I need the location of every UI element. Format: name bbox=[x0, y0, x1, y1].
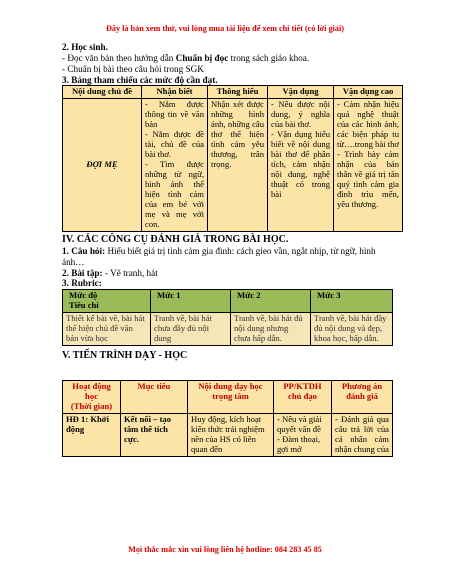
student-line-2: - Chuẩn bị bài theo câu hỏi trong SGK bbox=[62, 63, 204, 74]
header-cell: Nội dung dạy học trọng tâm bbox=[188, 380, 274, 413]
cell-line: - Nắm được thông tin về văn bản bbox=[145, 99, 204, 130]
header-cell: Mức 1 bbox=[151, 290, 231, 313]
section-5-heading: V. TIẾN TRÌNH DẠY - HỌC bbox=[62, 350, 188, 362]
cell-line: - Nắm được đề tài, chủ đề của bài thơ. bbox=[145, 129, 204, 160]
header-cell: Mức 3 bbox=[311, 290, 393, 313]
reference-table bbox=[62, 85, 403, 232]
section-4-heading: IV. CÁC CÔNG CỤ ĐÁNH GIÁ TRONG BÀI HỌC. bbox=[62, 234, 289, 245]
header-cell: Mức 2 bbox=[231, 290, 311, 313]
process-table bbox=[62, 380, 393, 457]
question-2 bbox=[62, 268, 392, 279]
text: - Đọc văn bản theo hướng dẫn bbox=[62, 52, 176, 63]
process-cell: - Nêu và giải quyết vấn đề - Đàm thoại, gợi mở bbox=[274, 413, 332, 456]
header-cell: Vận dụng cao bbox=[334, 86, 403, 99]
cell-line: - Nêu được nội dung, ý nghĩa của bài thơ. bbox=[271, 99, 330, 130]
reference-heading: 3. Bảng tham chiếu các mức độ cần đạt. bbox=[62, 74, 218, 85]
text-bold: Chuẩn bị đọc bbox=[175, 52, 229, 63]
rubric-cell: Tranh vẽ, bài hát đủ nội dung nhưng chưa hấp dẫn. bbox=[231, 313, 311, 346]
process-cell: - Đánh giá qua câu trả lời của cá nhân cảm nhận chung của bbox=[332, 413, 393, 456]
thong-hieu-cell: Nhận xét được những hình ảnh, những câu thơ thể hiện tình cảm yêu thương, trân trọng. bbox=[208, 99, 268, 232]
hotline-banner: Mọi thắc mắc xin vui lòng liên hệ hotline: 084 283 45 85 bbox=[128, 545, 322, 554]
student-heading: 2. Học sinh. bbox=[62, 42, 108, 52]
cell-line: - Trình bày cảm nhận của bản thân về giá trị tăn quý tình cảm gia đình trìu mến, yêu thương. bbox=[337, 149, 399, 210]
header-cell: Thông hiểu bbox=[208, 86, 268, 99]
text: trong sách giáo khoa. bbox=[228, 52, 310, 63]
van-dung-cao-cell bbox=[334, 99, 403, 232]
process-cell: Huy động, kích hoạt kiến thức trải nghiệm nền của HS có liên quan đến bbox=[188, 413, 274, 456]
process-cell: Kết nối – tạo tâm thế tích cực. bbox=[121, 413, 188, 456]
cell-line: - Cảm nhận hiệu quả nghệ thuật của các hình ảnh, các biện pháp tu từ….trong bài thơ bbox=[337, 99, 399, 150]
van-dung-cell bbox=[268, 99, 334, 232]
text: - Vẽ tranh, hát bbox=[102, 267, 158, 278]
document-body bbox=[62, 42, 399, 457]
rubric-cell: Tranh vẽ, bài hát chưa đầy đủ nội dung bbox=[151, 313, 231, 346]
student-line-1 bbox=[62, 53, 392, 64]
header-cell: Phương án đánh giá bbox=[332, 380, 393, 413]
topic-cell: ĐỢI MẸ bbox=[63, 99, 142, 232]
header-cell: Nhận biết bbox=[142, 86, 208, 99]
header-cell: PP/KTDH chủ đạo bbox=[274, 380, 332, 413]
header-cell: Nội dung chủ đề bbox=[63, 86, 142, 99]
rubric-table bbox=[62, 289, 393, 346]
text: Hiểu biết giá trị tình cảm gia đình: cách gieo vần, ngắt nhịp, từ ngữ, hình ảnh… bbox=[62, 245, 376, 267]
header-cell: Hoạt động học (Thời gian) bbox=[63, 380, 121, 413]
label: 2. Bài tập: bbox=[62, 267, 103, 278]
process-cell: HĐ 1: Khởi động bbox=[63, 413, 121, 456]
label: 1. Câu hỏi: bbox=[62, 245, 106, 256]
preview-banner: Đây là bản xem thử, vui lòng mua tài liệu để xem chi tiết (có lời giải) bbox=[105, 24, 344, 33]
cell-line: - Tìm được những từ ngữ, hình ảnh thể hiện tình cảm của em bé với mẹ và mẹ với con. bbox=[145, 159, 204, 230]
question-1 bbox=[62, 246, 392, 268]
header-cell: Mục tiêu bbox=[121, 380, 188, 413]
rubric-heading: 3. Rubric: bbox=[62, 278, 102, 289]
nhan-biet-cell bbox=[142, 99, 208, 232]
header-cell: Vận dụng bbox=[268, 86, 334, 99]
rubric-cell: Thiết kế bài vẽ, bài hát thể hiện chủ đề văn bản vừa học bbox=[63, 313, 151, 346]
rubric-cell: Tranh vẽ, bài hát đầy đủ nội dung và đẹp, khoa học, hấp dẫn. bbox=[311, 313, 393, 346]
header-cell: Mức độ Tiêu chí bbox=[63, 290, 151, 313]
cell-line: - Vận dụng hiểu biết về nội dung bài thơ để phân tích, cảm nhận nội dung, nghệ thuật có trong bài bbox=[271, 129, 330, 200]
